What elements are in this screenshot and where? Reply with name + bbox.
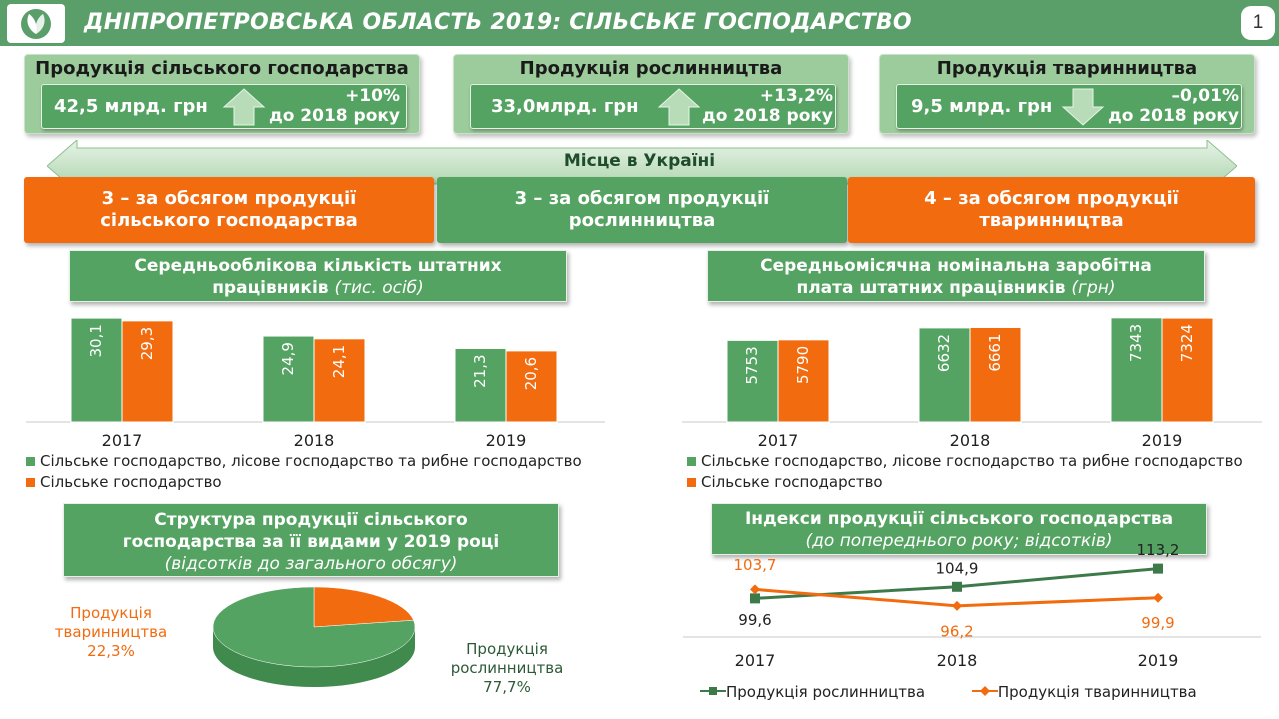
kpi-title: Продукція сільського господарства <box>35 58 409 79</box>
x-tick-label: 2018 <box>293 431 335 450</box>
kpi-change-value: +10% <box>345 86 400 106</box>
pie-label-value: 22,3% <box>87 642 135 660</box>
bar-data-label: 21,3 <box>471 354 489 388</box>
bar-data-label: 6661 <box>986 333 1004 372</box>
data-point <box>1153 564 1163 574</box>
section-header-line: господарства за її видами у 2019 році <box>122 532 500 552</box>
section-header-text: працівників <box>212 278 329 298</box>
data-label: 113,2 <box>1136 541 1180 560</box>
data-label: 103,7 <box>733 555 777 574</box>
bar-data-label: 7343 <box>1127 323 1145 362</box>
place-rank-line: сільського господарства <box>100 210 358 231</box>
kpi-title: Продукція рослинництва <box>519 58 783 79</box>
pie-label-line: тваринництва <box>54 623 168 641</box>
data-point <box>750 584 760 594</box>
kpi-title: Продукція тваринництва <box>936 58 1198 79</box>
legend-label: Сільське господарство, лісове господарство та рибне господарство <box>701 452 1243 470</box>
legend-label: Продукція тваринництва <box>997 683 1197 701</box>
section-header-line: Середньооблікова кількість штатних <box>134 256 502 276</box>
kpi-value: 9,5 млрд. грн <box>911 96 1053 117</box>
x-tick-label: 2017 <box>757 431 799 450</box>
data-label: 104,9 <box>935 559 979 578</box>
legend-label: Сільське господарство <box>40 473 222 491</box>
data-point <box>952 601 962 611</box>
data-label: 99,6 <box>738 610 772 629</box>
section-header-unit: (до попереднього року; відсотків) <box>805 531 1113 551</box>
kpi-change-note: до 2018 року <box>701 106 833 126</box>
legend-label: Продукція рослинництва <box>726 683 926 701</box>
x-tick-label: 2019 <box>1141 431 1183 450</box>
section-header-line: Індекси продукції сільського господарства <box>744 509 1174 529</box>
pie-label-value: 77,7% <box>483 678 531 696</box>
place-label: Місце в Україні <box>563 151 716 171</box>
pie-slice <box>314 587 414 627</box>
kpi-change-note: до 2018 року <box>268 106 400 126</box>
bar-data-label: 20,6 <box>522 356 540 391</box>
page-title: ДНІПРОПЕТРОВСЬКА ОБЛАСТЬ 2019: СІЛЬСЬКЕ ГОСПОДАРСТВО <box>84 10 912 35</box>
pie-label-line: Продукція <box>466 640 548 658</box>
place-rank-line: 4 – за обсягом продукції <box>924 188 1179 209</box>
place-rank-line: тваринництва <box>979 210 1124 231</box>
section-header-line: Структура продукції сільського <box>154 510 468 530</box>
legend-label: Сільське господарство <box>701 473 883 491</box>
section-header-line: Середньомісячна номінальна заробітна <box>760 256 1152 276</box>
kpi-value: 33,0млрд. грн <box>491 96 639 117</box>
pie-label-line: Продукція <box>70 604 152 622</box>
place-rank-line: рослинництва <box>568 210 716 231</box>
data-point <box>952 582 962 592</box>
place-rank-line: 3 – за обсягом продукції <box>514 188 770 209</box>
bar-data-label: 24,1 <box>330 344 348 379</box>
section-header-unit: (відсотків до загального обсягу) <box>164 554 458 574</box>
page-number-badge: 1 <box>1241 6 1275 40</box>
kpi-change-note: до 2018 року <box>1107 106 1239 126</box>
bar-data-label: 6632 <box>935 333 953 373</box>
data-point <box>1153 593 1163 603</box>
bar-data-label: 7324 <box>1178 324 1196 363</box>
bar-data-label: 29,3 <box>138 326 156 361</box>
data-label: 96,2 <box>940 622 974 641</box>
bar-data-label: 5790 <box>794 345 812 385</box>
kpi-value: 42,5 млрд. грн <box>54 96 208 117</box>
bar-data-label: 24,9 <box>279 342 297 376</box>
x-tick-label: 2017 <box>734 651 776 670</box>
x-tick-label: 2018 <box>936 651 978 670</box>
kpi-change-value: –0,01% <box>1171 86 1239 106</box>
section-header-unit: (грн) <box>1071 278 1116 298</box>
legend-label: Сільське господарство, лісове господарство та рибне господарство <box>40 452 582 470</box>
bar-data-label: 5753 <box>743 346 761 385</box>
x-tick-label: 2019 <box>1137 651 1179 670</box>
place-rank-line: 3 – за обсягом продукції <box>101 188 357 209</box>
x-tick-label: 2018 <box>949 431 991 450</box>
pie-label-line: рослинництва <box>450 659 564 677</box>
kpi-change-value: +13,2% <box>759 86 833 106</box>
data-label: 99,9 <box>1141 614 1175 633</box>
x-tick-label: 2017 <box>101 431 143 450</box>
section-header-unit: (тис. осіб) <box>334 278 424 298</box>
bar-data-label: 30,1 <box>87 324 105 358</box>
data-point <box>750 593 760 603</box>
section-header-text: плата штатних працівників <box>796 278 1066 298</box>
x-tick-label: 2019 <box>485 431 527 450</box>
